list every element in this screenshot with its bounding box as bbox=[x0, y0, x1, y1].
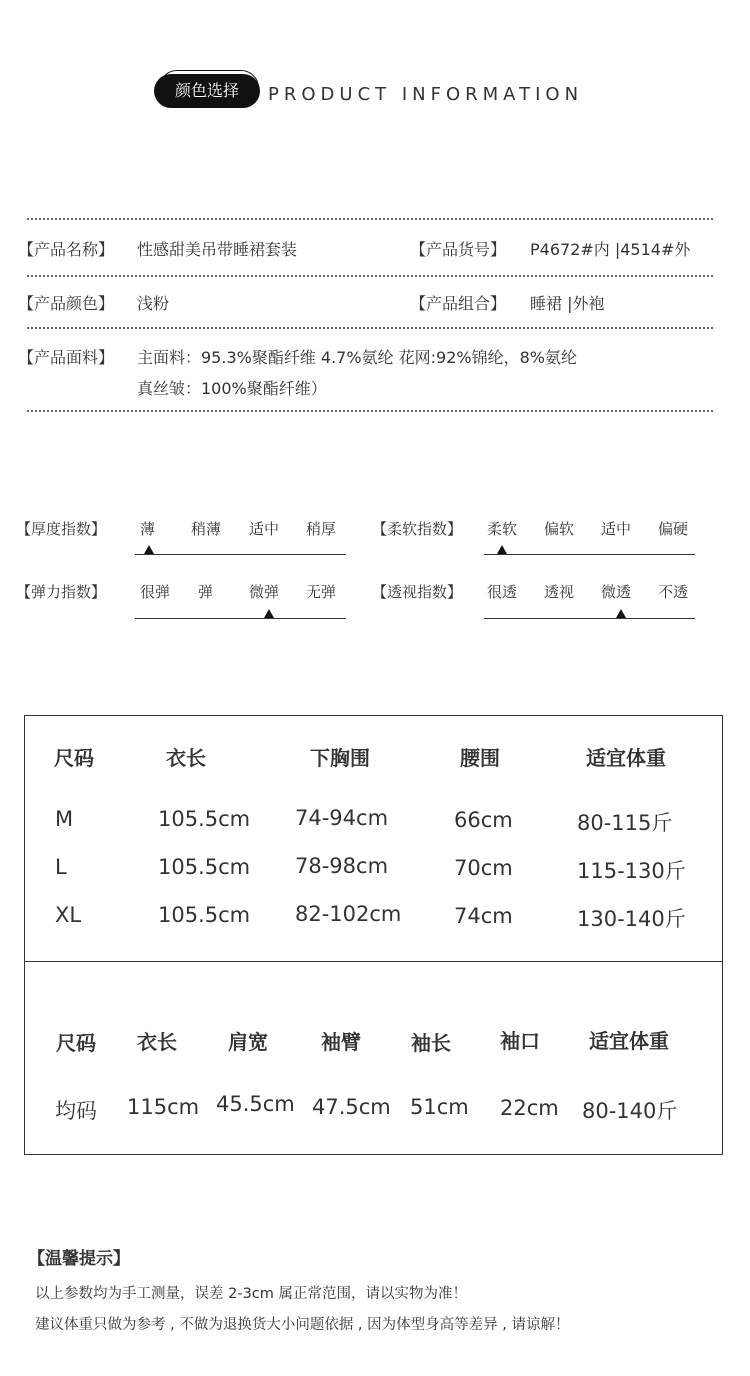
table-cell: 115-130斤 bbox=[577, 859, 686, 883]
thickness-scale bbox=[135, 554, 346, 555]
table-header: 袖口 bbox=[500, 1029, 540, 1053]
table-cell: 80-140斤 bbox=[582, 1099, 678, 1123]
table-cell: 51cm bbox=[410, 1095, 469, 1119]
fabric-line-1: 主面料：95.3%聚酯纤维 4.7%氨纶 花网:92%锦纶，8%氨纶 bbox=[137, 348, 577, 367]
table-header: 尺码 bbox=[56, 1031, 96, 1055]
softness-option: 柔软 bbox=[487, 520, 518, 538]
table-cell: 均码 bbox=[55, 1099, 97, 1123]
table-cell: 130-140斤 bbox=[577, 907, 686, 931]
table-header: 下胸围 bbox=[310, 746, 370, 770]
tip-line-1: 以上参数均为手工测量，误差 2-3cm 属正常范围，请以实物为准！ bbox=[35, 1286, 467, 1302]
table-header: 衣长 bbox=[166, 746, 206, 770]
fabric-label: 【产品面料】 bbox=[18, 348, 115, 367]
softness-marker bbox=[497, 545, 507, 554]
thickness-option: 薄 bbox=[140, 520, 156, 538]
table-header: 尺码 bbox=[54, 746, 94, 770]
softness-option: 适中 bbox=[601, 520, 632, 538]
table-cell: 22cm bbox=[500, 1096, 559, 1120]
table-cell: M bbox=[55, 807, 74, 831]
table-cell: 70cm bbox=[454, 856, 513, 880]
table-cell: 105.5cm bbox=[158, 807, 251, 831]
table-header: 衣长 bbox=[137, 1030, 177, 1054]
elasticity-option: 很弹 bbox=[140, 583, 171, 601]
table-header: 袖长 bbox=[411, 1031, 451, 1055]
table-cell: 80-115斤 bbox=[577, 811, 673, 835]
color-value: 浅粉 bbox=[137, 294, 170, 313]
softness-label: 【柔软指数】 bbox=[372, 520, 463, 538]
divider bbox=[27, 327, 713, 329]
elasticity-marker bbox=[264, 609, 274, 618]
thickness-option: 稍厚 bbox=[306, 520, 337, 538]
divider bbox=[27, 410, 713, 412]
transparency-option: 透视 bbox=[544, 583, 575, 601]
divider bbox=[27, 218, 713, 220]
table-cell: 47.5cm bbox=[312, 1095, 391, 1119]
transparency-label: 【透视指数】 bbox=[372, 583, 463, 601]
table-header: 袖臂 bbox=[321, 1030, 361, 1054]
thickness-option: 稍薄 bbox=[191, 520, 222, 538]
transparency-option: 不透 bbox=[658, 583, 689, 601]
elasticity-option: 弹 bbox=[198, 583, 214, 601]
color-select-badge: 颜色选择 bbox=[154, 74, 260, 108]
table-header: 肩宽 bbox=[228, 1030, 268, 1054]
table-cell: 78-98cm bbox=[295, 854, 389, 878]
transparency-scale bbox=[484, 618, 695, 619]
table-header: 腰围 bbox=[460, 746, 500, 770]
elasticity-option: 无弹 bbox=[306, 583, 337, 601]
fabric-line-2: 真丝皱：100%聚酯纤维） bbox=[137, 379, 327, 398]
size-table-robe bbox=[24, 961, 723, 1155]
name-label: 【产品名称】 bbox=[18, 240, 115, 259]
elasticity-scale bbox=[135, 618, 346, 619]
product-information-title: PRODUCT INFORMATION bbox=[268, 84, 584, 105]
sku-value: P4672#内 |4514#外 bbox=[530, 240, 691, 259]
table-cell: 74-94cm bbox=[295, 806, 389, 830]
table-header: 适宜体重 bbox=[589, 1029, 669, 1053]
name-value: 性感甜美吊带睡裙套装 bbox=[137, 240, 298, 259]
table-cell: 82-102cm bbox=[295, 902, 402, 926]
thickness-marker bbox=[144, 545, 154, 554]
table-header: 适宜体重 bbox=[586, 746, 666, 770]
softness-option: 偏软 bbox=[544, 520, 575, 538]
divider bbox=[27, 275, 713, 277]
table-cell: 105.5cm bbox=[158, 855, 251, 879]
transparency-marker bbox=[616, 609, 626, 618]
table-cell: L bbox=[55, 855, 67, 879]
color-label: 【产品颜色】 bbox=[18, 294, 115, 313]
table-cell: 66cm bbox=[454, 808, 513, 832]
table-cell: 45.5cm bbox=[216, 1092, 295, 1116]
table-cell: 115cm bbox=[127, 1095, 200, 1119]
thickness-label: 【厚度指数】 bbox=[16, 520, 107, 538]
elasticity-label: 【弹力指数】 bbox=[16, 583, 107, 601]
combo-label: 【产品组合】 bbox=[410, 294, 507, 313]
sku-label: 【产品货号】 bbox=[410, 240, 507, 259]
table-cell: 105.5cm bbox=[158, 903, 251, 927]
softness-option: 偏硬 bbox=[658, 520, 689, 538]
softness-scale bbox=[484, 554, 695, 555]
thickness-option: 适中 bbox=[249, 520, 280, 538]
transparency-option: 微透 bbox=[601, 583, 632, 601]
table-cell: 74cm bbox=[454, 904, 513, 928]
tips-title: 【温馨提示】 bbox=[28, 1249, 130, 1269]
elasticity-option: 微弹 bbox=[249, 583, 280, 601]
table-cell: XL bbox=[55, 903, 82, 927]
combo-value: 睡裙 |外袍 bbox=[530, 294, 605, 313]
transparency-option: 很透 bbox=[487, 583, 518, 601]
tip-line-2: 建议体重只做为参考 , 不做为退换货大小问题依据 , 因为体型身高等差异 , 请谅解！ bbox=[35, 1317, 570, 1333]
